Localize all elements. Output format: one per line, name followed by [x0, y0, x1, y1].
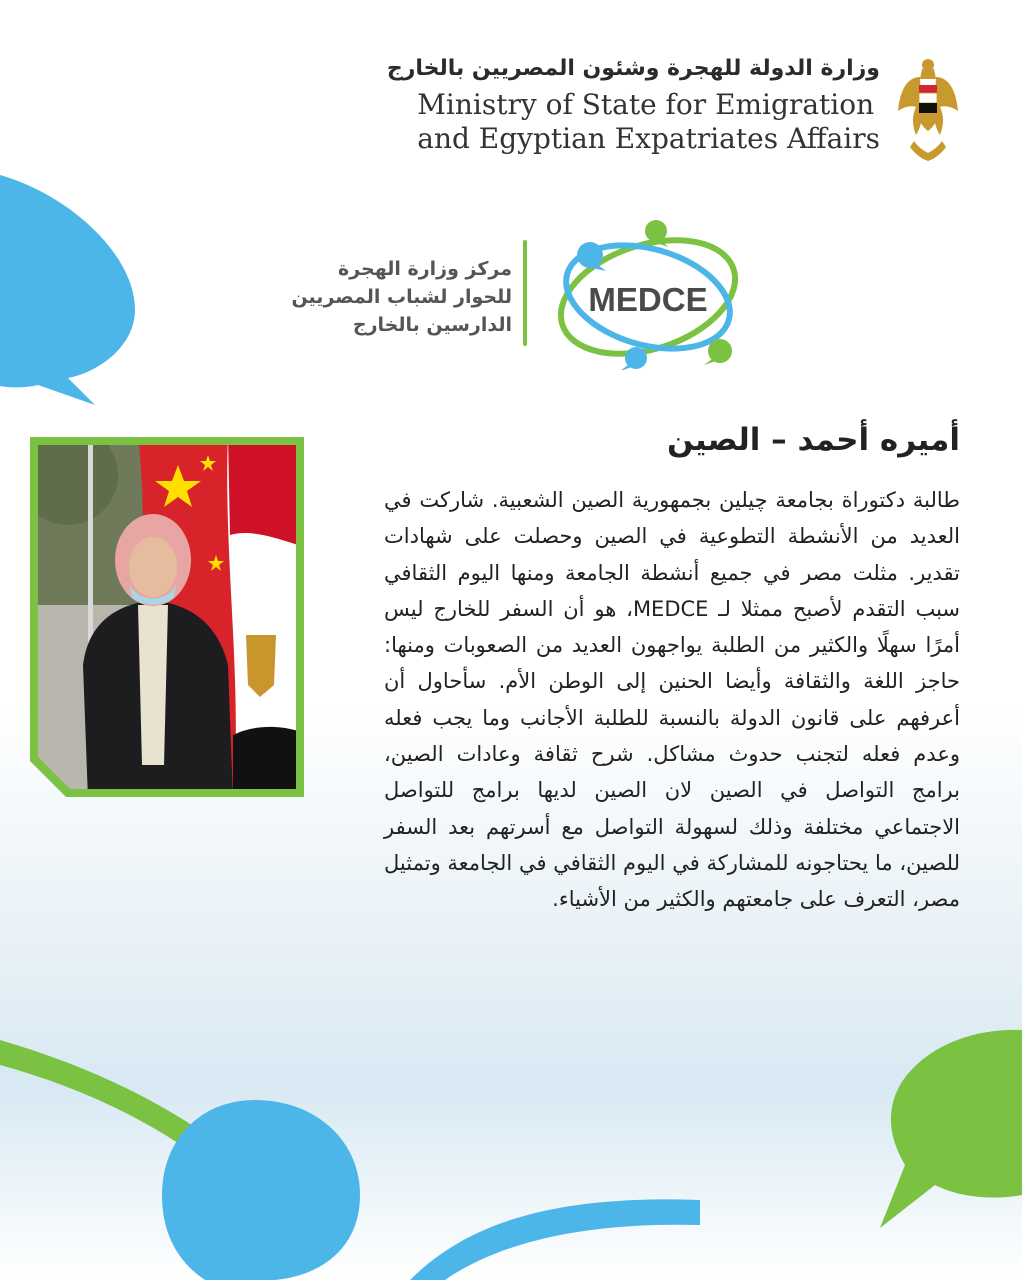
profile-name: أميره أحمد – الصين — [667, 422, 960, 458]
blue-bubble-bottom — [162, 1100, 360, 1280]
egypt-eagle-emblem-icon — [896, 55, 960, 163]
ministry-en-line1: Ministry of State for Emigration — [417, 88, 875, 121]
blue-bubble-top-left — [0, 175, 135, 405]
green-bubble-bottom-right — [880, 1030, 1022, 1228]
medce-ar-line1: مركز وزارة الهجرة — [337, 258, 512, 280]
profile-photo — [28, 435, 306, 799]
blue-swoosh-bottom — [410, 1199, 700, 1280]
medce-bubble-blue-bottom — [620, 347, 647, 370]
medce-ar-line2: للحوار لشباب المصريين — [291, 286, 512, 308]
medce-ar-line3: الدارسين بالخارج — [352, 314, 512, 336]
ministry-name-english — [417, 88, 880, 156]
ministry-name-arabic: وزارة الدولة للهجرة وشئون المصريين بالخارج — [386, 56, 880, 81]
profile-bio: طالبة دكتوراة بجامعة چيلين بجمهورية الصين الشعبية. شاركت في العديد من الأنشطة التطوعية في الصين وحصلت على شهادات تقدير. مثلت مصر في جميع أنشطة الجامعة ومنها اليوم الثقافي سبب التقدم لأصبح ممثلا لـ MEDCE، هو أن السفر للخارج ليس أمرًا سهلًا والكثير من الطلبة يواجهون العديد من الصعوبات ومنها: حاجز اللغة والثقافة وأيضا الحنين إلى الوطن الأم. سأحاول أن أعرفهم على قانون الدولة بالنسبة للطلبة الأجانب وما يجب فعله وعدم فعله لتجنب حدوث مشاكل. شرح ثقافة وعادات الصين، برامج التواصل في الصين لان الصين لديها برامج للتواصل الاجتماعي مختلفة وذلك لسهولة التواصل مع أسرتهم بعد السفر للصين، ما يحتاجونه للمشاركة في اليوم الثقافي في الجامعة وتمثيل مصر، التعرف على جامعتهم والكثير من الأشياء. — [384, 488, 960, 912]
medce-center-name-arabic — [291, 255, 512, 339]
medce-logo-text: MEDCE — [588, 281, 708, 318]
medce-divider — [523, 240, 527, 346]
ministry-en-line2: and Egyptian Expatriates Affairs — [417, 122, 880, 155]
medce-logo — [548, 215, 746, 370]
